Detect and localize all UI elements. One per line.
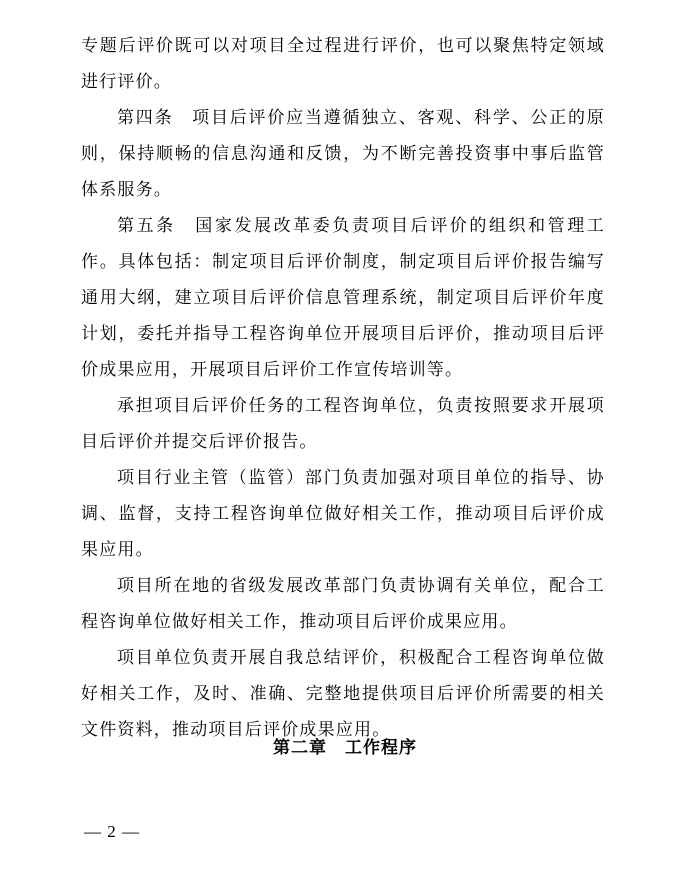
- paragraph-provincial-department: 项目所在地的省级发展改革部门负责协调有关单位，配合工程咨询单位做好相关工作，推动项目后评价成果应用。: [81, 576, 605, 632]
- chapter-title: 第二章 工作程序: [273, 738, 417, 758]
- paragraph-article-4: 第四条 项目后评价应当遵循独立、客观、科学、公正的原则，保持顺畅的信息沟通和反馈，为不断完善投资事中事后监管体系服务。: [81, 108, 605, 200]
- paragraph-continuation: 专题后评价既可以对项目全过程进行评价，也可以聚焦特定领域进行评价。: [81, 36, 605, 92]
- body-text: [81, 28, 605, 748]
- paragraph-project-unit: 项目单位负责开展自我总结评价，积极配合工程咨询单位做好相关工作，及时、准确、完整地提供项目后评价所需要的相关文件资料，推动项目后评价成果应用。: [81, 648, 605, 740]
- paragraph-article-5: 第五条 国家发展改革委负责项目后评价的组织和管理工作。具体包括：制定项目后评价制度，制定项目后评价报告编写通用大纲，建立项目后评价信息管理系统，制定项目后评价年度计划，委托并指导工程咨询单位开展项目后评价，推动项目后评价成果应用，开展项目后评价工作宣传培训等。: [81, 216, 605, 380]
- page-number: — 2 —: [84, 822, 140, 841]
- paragraph-consulting-unit: 承担项目后评价任务的工程咨询单位，负责按照要求开展项目后评价并提交后评价报告。: [81, 396, 605, 452]
- paragraph-industry-authority: 项目行业主管（监管）部门负责加强对项目单位的指导、协调、监督，支持工程咨询单位做好相关工作，推动项目后评价成果应用。: [81, 468, 605, 560]
